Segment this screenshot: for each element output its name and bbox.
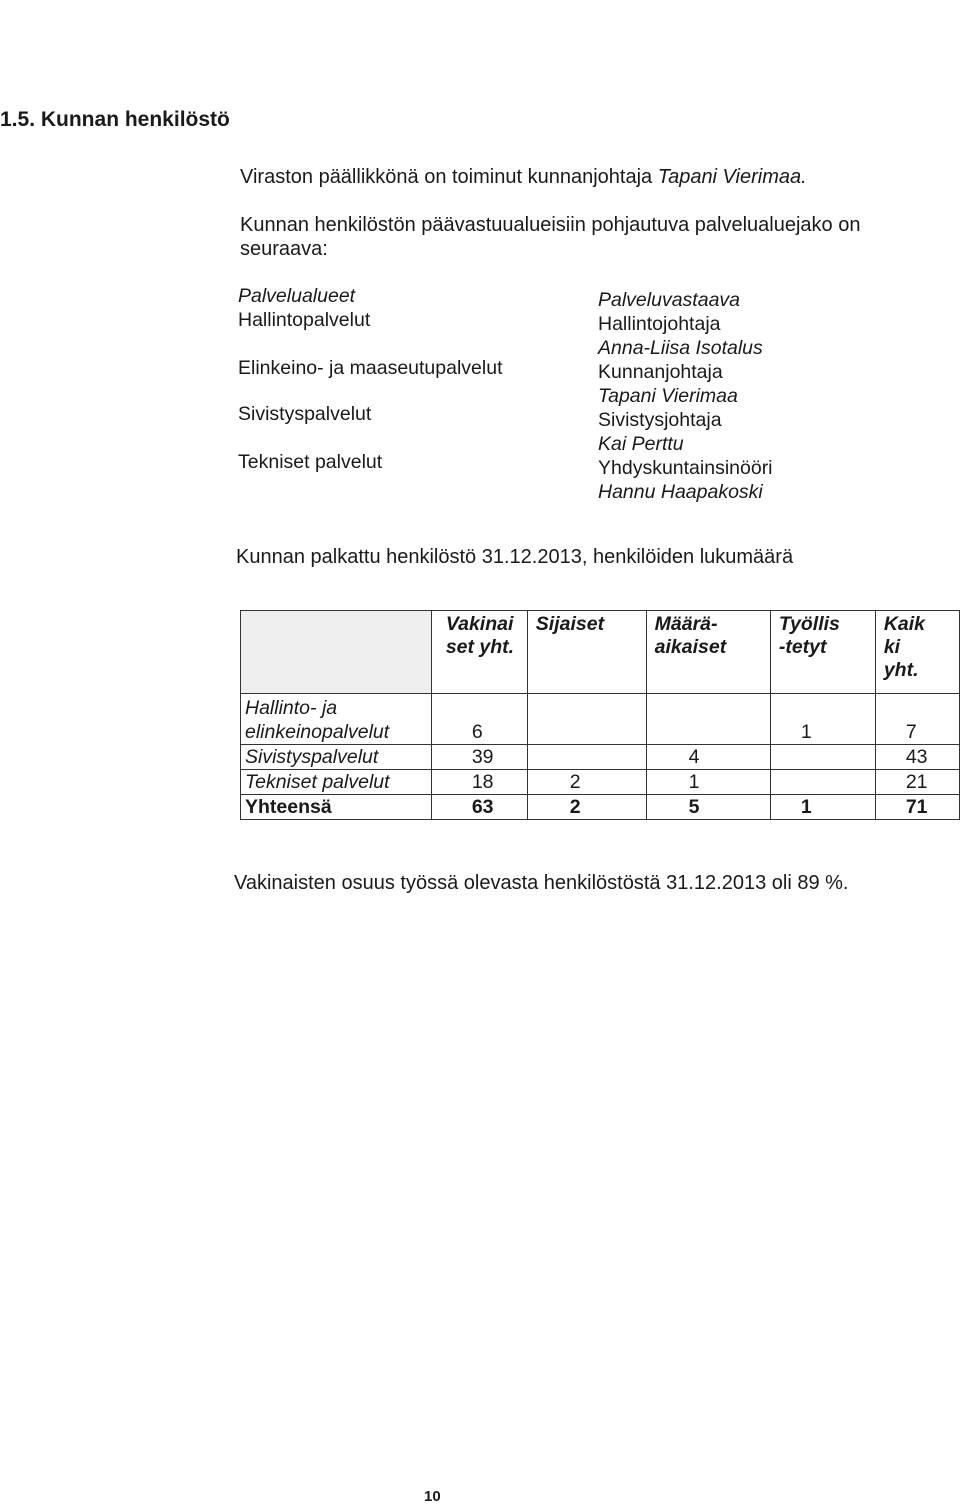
cell-employed — [770, 770, 875, 795]
service-area-1: Hallintopalvelut — [238, 309, 371, 331]
service-person-1: Anna-Liisa Isotalus — [598, 337, 763, 359]
service-role-2: Kunnanjohtaja — [598, 361, 723, 383]
header-employed-line1: Työllis — [778, 613, 840, 635]
header-permanent — [431, 611, 527, 694]
header-total — [875, 611, 959, 694]
total-employed: 1 — [770, 795, 875, 820]
total-total: 71 — [875, 795, 959, 820]
cell-substitutes — [527, 694, 646, 745]
intro-text: Viraston päällikkönä on toiminut kunnanjohtaja — [240, 166, 658, 188]
table-row — [241, 770, 960, 795]
header-permanent-line2: set yht. — [445, 636, 515, 658]
manager-name: Tapani Vierimaa. — [657, 166, 807, 188]
intro-line-1 — [240, 166, 807, 189]
cell-substitutes — [527, 745, 646, 770]
header-total-line1: Kaik — [883, 613, 926, 635]
header-permanent-line1: Vakinai — [445, 613, 514, 635]
staff-table — [240, 610, 960, 820]
cell-total: 7 — [875, 694, 959, 745]
service-person-2: Tapani Vierimaa — [598, 385, 738, 407]
service-person-3: Kai Perttu — [598, 433, 684, 455]
cell-fixed-term: 1 — [646, 770, 770, 795]
services-right-header: Palveluvastaava — [598, 289, 741, 311]
header-total-line3: yht. — [883, 659, 919, 681]
table-row — [241, 694, 960, 745]
page-number: 10 — [424, 1488, 441, 1505]
cell-substitutes: 2 — [527, 770, 646, 795]
cell-fixed-term — [646, 694, 770, 745]
section-heading: 1.5. Kunnan henkilöstö — [0, 108, 230, 131]
cell-employed: 1 — [770, 694, 875, 745]
service-role-1: Hallintojohtaja — [598, 313, 721, 335]
row-label-line1: Hallinto- ja — [245, 697, 338, 719]
total-label: Yhteensä — [241, 795, 432, 820]
total-permanent: 63 — [431, 795, 527, 820]
service-role-3: Sivistysjohtaja — [598, 409, 722, 431]
cell-total: 21 — [875, 770, 959, 795]
row-label-line2: elinkeinopalvelut — [245, 721, 390, 743]
total-fixed-term: 5 — [646, 795, 770, 820]
header-fixed-term-line1: Määrä- — [654, 613, 718, 635]
service-person-4: Hannu Haapakoski — [598, 481, 763, 503]
header-fixed-term — [646, 611, 770, 694]
cell-total: 43 — [875, 745, 959, 770]
intro-line-3: seuraava: — [240, 238, 328, 260]
service-area-2: Elinkeino- ja maaseutupalvelut — [238, 357, 503, 379]
row-label: Tekniset palvelut — [241, 770, 432, 795]
header-substitutes — [527, 611, 646, 694]
table-row — [241, 745, 960, 770]
header-total-line2: ki — [883, 636, 901, 658]
services-left-header: Palvelualueet — [238, 285, 356, 307]
table-corner-cell — [241, 611, 432, 694]
header-fixed-term-line2: aikaiset — [654, 636, 727, 658]
cell-fixed-term: 4 — [646, 745, 770, 770]
table-caption: Kunnan palkattu henkilöstö 31.12.2013, henkilöiden lukumäärä — [236, 546, 794, 568]
footer-text: Vakinaisten osuus työssä olevasta henkilöstöstä 31.12.2013 oli 89 %. — [234, 872, 849, 894]
cell-permanent: 39 — [431, 745, 527, 770]
header-substitutes-line1: Sijaiset — [535, 613, 605, 635]
table-total-row — [241, 795, 960, 820]
service-area-3: Sivistyspalvelut — [238, 403, 372, 425]
row-label — [241, 694, 432, 745]
cell-employed — [770, 745, 875, 770]
total-substitutes: 2 — [527, 795, 646, 820]
header-employed-line2: -tetyt — [778, 636, 827, 658]
cell-permanent: 6 — [431, 694, 527, 745]
intro-line-2: Kunnan henkilöstön päävastuualueisiin pohjautuva palvelualuejako on — [240, 214, 861, 236]
row-label: Sivistyspalvelut — [241, 745, 432, 770]
service-area-4: Tekniset palvelut — [238, 451, 383, 473]
header-employed — [770, 611, 875, 694]
service-role-4: Yhdyskuntainsinööri — [598, 457, 773, 479]
table-header-row — [241, 611, 960, 694]
cell-permanent: 18 — [431, 770, 527, 795]
